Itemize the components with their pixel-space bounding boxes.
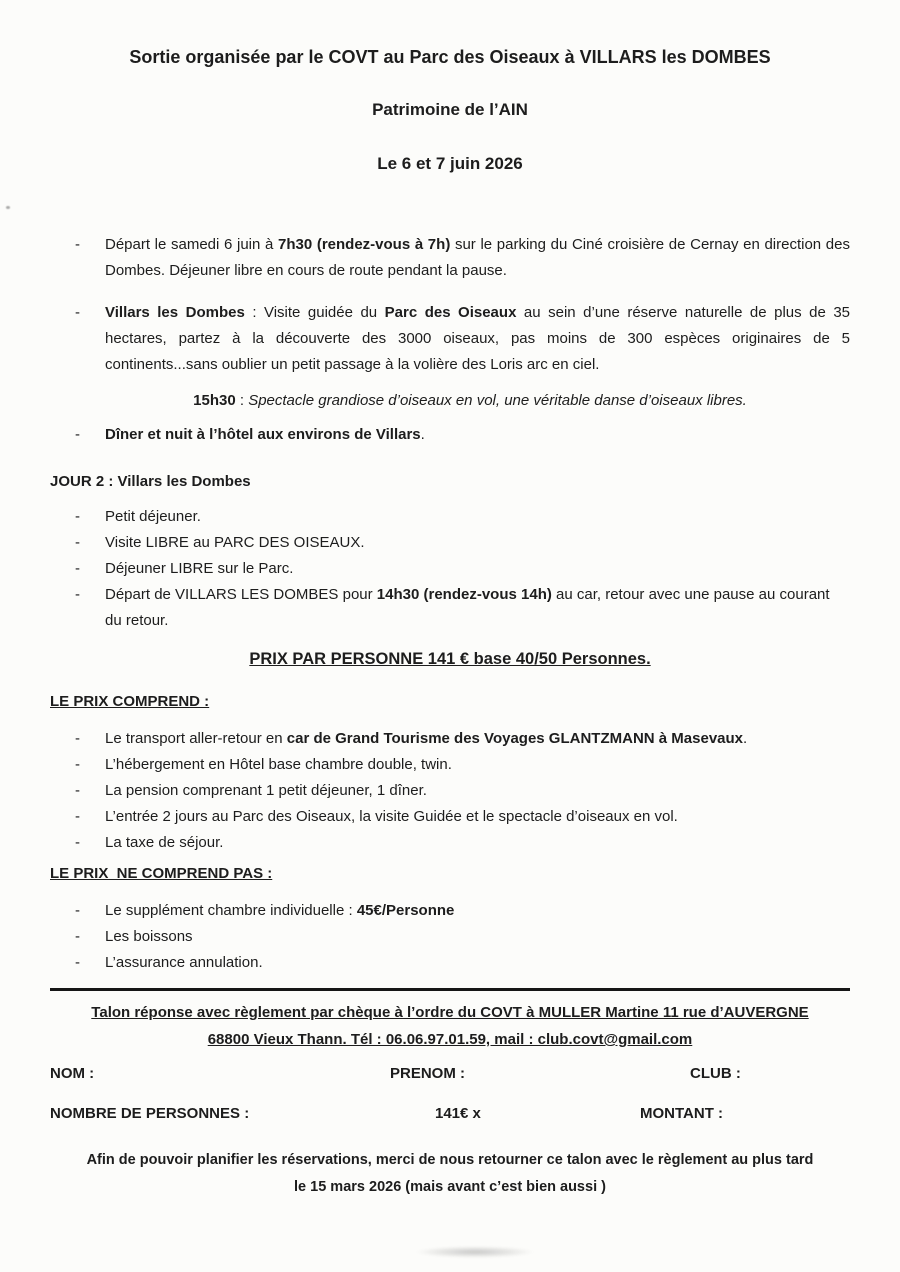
- price-multiplier-label: 141€ x: [435, 1105, 481, 1122]
- footer-note: [50, 1147, 850, 1201]
- form-row-amount: [50, 1105, 850, 1131]
- text-segment-bold: 7h30 (rendez-vous à 7h): [277, 236, 451, 253]
- text-segment: Les boissons: [105, 928, 193, 945]
- excludes-heading: [50, 862, 850, 886]
- spectacle-line: [90, 388, 850, 414]
- text-segment-bold: car de Grand Tourisme des Voyages GLANTZMANN à Masevaux: [286, 730, 744, 747]
- montant-label: MONTANT :: [640, 1105, 724, 1122]
- text-segment: Départ de VILLARS LES DOMBES pour: [105, 586, 377, 603]
- exclude-supplement: [50, 898, 850, 924]
- text-segment: L’entrée 2 jours au Parc des Oiseaux, la visite Guidée et le spectacle d’oiseaux en vol.: [105, 808, 678, 825]
- spectacle-description: Spectacle grandiose d’oiseaux en vol, une véritable danse d’oiseaux libres.: [248, 392, 747, 409]
- bullet-depart: [50, 232, 850, 284]
- spectacle-time: 15h30: [193, 392, 236, 409]
- bullet-depart-retour: [50, 582, 850, 634]
- include-hebergement: [50, 752, 850, 778]
- text-segment: La pension comprenant 1 petit déjeuner, 1 dîner.: [105, 782, 427, 799]
- include-transport: [50, 726, 850, 752]
- excludes-heading-text: LE PRIX NE COMPREND PAS :: [50, 865, 273, 882]
- text-segment: L’assurance annulation.: [105, 954, 263, 971]
- price-headline: [50, 646, 850, 672]
- scan-smudge-artifact: [415, 1246, 535, 1258]
- include-pension: [50, 778, 850, 804]
- text-segment: : Visite guidée du: [244, 304, 385, 321]
- text-segment: .: [420, 426, 425, 443]
- document-dates: Le 6 et 7 juin 2026: [377, 154, 523, 173]
- text-segment: Déjeuner LIBRE sur le Parc.: [105, 560, 294, 577]
- bullet-diner: [50, 422, 850, 448]
- text-segment: La taxe de séjour.: [105, 834, 224, 851]
- bullet-visite-guidee: [50, 300, 850, 378]
- text-segment: Départ le samedi 6 juin à: [105, 236, 278, 253]
- includes-list: [50, 726, 850, 856]
- text-segment: .: [743, 730, 748, 747]
- include-entree: [50, 804, 850, 830]
- excludes-list: [50, 898, 850, 976]
- scan-speck-artifact: [6, 206, 10, 209]
- footer-line-2: le 15 mars 2026 (mais avant c’est bien aussi ): [294, 1179, 606, 1195]
- exclude-assurance: [50, 950, 850, 976]
- text-segment: Le supplément chambre individuelle :: [105, 902, 357, 919]
- text-segment-bold: Villars les Dombes: [105, 304, 245, 321]
- talon-line-2: 68800 Vieux Thann. Tél : 06.06.97.01.59, mail : club.covt@gmail.com: [207, 1031, 693, 1048]
- bullet-dejeuner-libre: [50, 556, 850, 582]
- bullet-visite-libre: [50, 530, 850, 556]
- exclude-boissons: [50, 924, 850, 950]
- form-row-identity: [50, 1065, 850, 1091]
- day2-bullet-list: [50, 504, 850, 634]
- talon-heading: [50, 999, 850, 1053]
- text-segment: au sein d’une réserve naturelle de plus de 35 hectares, partez à la découverte des 3000 oiseaux, pas moins de 300 espèces originaires de 5 continents...sans oublier un petit passage à la volière des Loris arc en ciel.: [105, 304, 851, 373]
- talon-line-1: Talon réponse avec règlement par chèque à l’ordre du COVT à MULLER Martine 11 rue d’AUVERGNE: [91, 1004, 809, 1021]
- day1-bullet-list: [50, 232, 850, 378]
- include-taxe: [50, 830, 850, 856]
- footer-line-1: Afin de pouvoir planifier les réservations, merci de nous retourner ce talon avec le règlement au plus tard: [86, 1152, 814, 1168]
- text-segment: Visite LIBRE au PARC DES OISEAUX.: [105, 534, 365, 551]
- text-segment-bold: 14h30 (rendez-vous 14h): [376, 586, 552, 603]
- bullet-petit-dejeuner: [50, 504, 850, 530]
- prenom-label: PRENOM :: [390, 1065, 465, 1082]
- nombre-personnes-label: NOMBRE DE PERSONNES :: [50, 1105, 250, 1122]
- text-segment: L’hébergement en Hôtel base chambre double, twin.: [105, 756, 452, 773]
- document-subtitle: Patrimoine de l’AIN: [372, 100, 528, 119]
- text-segment: :: [235, 392, 249, 409]
- club-label: CLUB :: [690, 1065, 741, 1082]
- text-segment: au car, retour avec une pause au courant du retour.: [105, 586, 830, 629]
- text-segment-bold: Dîner et nuit à l’hôtel aux environs de Villars: [105, 426, 421, 443]
- cut-line-divider: [50, 988, 850, 991]
- day2-heading: JOUR 2 : Villars les Dombes: [50, 473, 251, 490]
- text-segment: sur le parking du Ciné croisière de Cernay en direction des Dombes. Déjeuner libre en cours de route pendant la pause.: [105, 236, 850, 279]
- price-headline-text: PRIX PAR PERSONNE 141 € base 40/50 Personnes.: [249, 650, 651, 668]
- text-segment-bold: Parc des Oiseaux: [384, 304, 517, 321]
- includes-heading-text: LE PRIX COMPREND :: [50, 693, 210, 710]
- document-title: Sortie organisée par le COVT au Parc des Oiseaux à VILLARS les DOMBES: [129, 47, 771, 67]
- day1-diner-list: [50, 422, 850, 448]
- text-segment-bold: 45€/Personne: [356, 902, 455, 919]
- includes-heading: [50, 690, 850, 714]
- text-segment: Petit déjeuner.: [105, 508, 201, 525]
- nom-label: NOM :: [50, 1065, 95, 1082]
- text-segment: Le transport aller-retour en: [105, 730, 287, 747]
